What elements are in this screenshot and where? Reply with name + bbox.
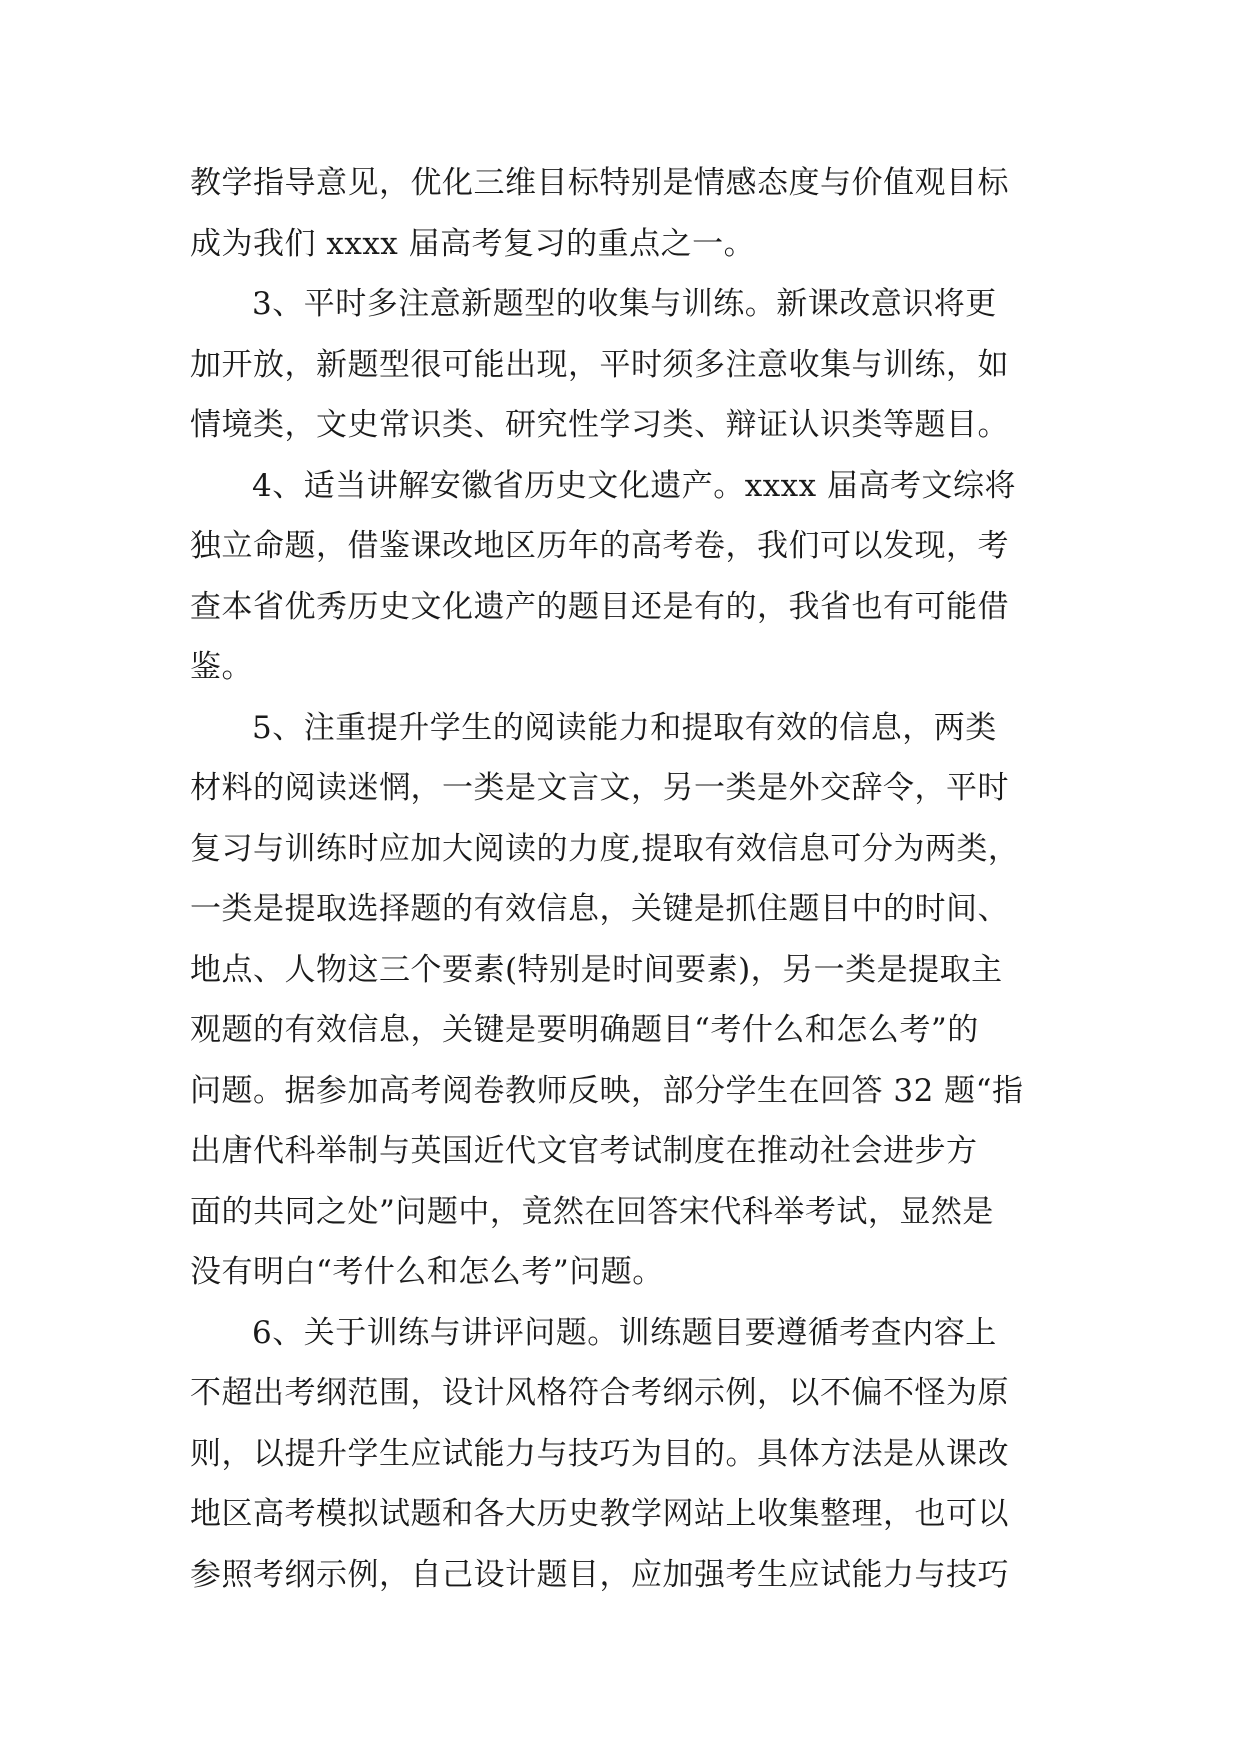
text-line: 参照考纲示例，自己设计题目，应加强考生应试能力与技巧 — [190, 1556, 1009, 1593]
text-line: 材料的阅读迷惘，一类是文言文，另一类是外交辞令，平时 — [190, 770, 1009, 806]
text-line: 查本省优秀历史文化遗产的题目还是有的，我省也有可能借 — [190, 588, 1009, 625]
text-line: 一类是提取选择题的有效信息，关键是抓住题目中的时间、 — [190, 891, 1009, 927]
text-line: 不超出考纲范围，设计风格符合考纲示例，以不偏不怪为原 — [190, 1375, 1009, 1411]
text-line: 没有明白“考什么和怎么考”问题。 — [190, 1254, 664, 1290]
text-line: 复习与训练时应加大阅读的力度,提取有效信息可分为两类， — [190, 830, 1020, 867]
text-line: 教学指导意见，优化三维目标特别是情感态度与价值观目标 — [190, 165, 1009, 201]
paragraph-first-line: 3、平时多注意新题型的收集与训练。新课改意识将更 — [252, 286, 997, 322]
text-line: 问题。据参加高考阅卷教师反映，部分学生在回答 32 题“指 — [190, 1072, 1024, 1109]
text-line: 地区高考模拟试题和各大历史教学网站上收集整理，也可以 — [190, 1496, 1009, 1532]
paragraph-first-line: 5、注重提升学生的阅读能力和提取有效的信息，两类 — [252, 709, 997, 746]
text-line: 面的共同之处”问题中，竟然在回答宋代科举考试，显然是 — [190, 1193, 994, 1230]
text-line: 成为我们 xxxx 届高考复习的重点之一。 — [190, 225, 756, 262]
text-line: 独立命题，借鉴课改地区历年的高考卷，我们可以发现，考 — [190, 528, 1009, 564]
paragraph-first-line: 6、关于训练与讲评问题。训练题目要遵循考查内容上 — [252, 1314, 997, 1351]
text-line: 则，以提升学生应试能力与技巧为目的。具体方法是从课改 — [190, 1435, 1009, 1472]
text-line: 鉴。 — [190, 649, 253, 685]
text-line: 出唐代科举制与英国近代文官考试制度在推动社会进步方 — [190, 1133, 978, 1169]
text-line: 地点、人物这三个要素(特别是时间要素)，另一类是提取主 — [190, 951, 1003, 988]
text-line: 情境类，文史常识类、研究性学习类、辩证认识类等题目。 — [190, 407, 1009, 443]
paragraph-first-line: 4、适当讲解安徽省历史文化遗产。xxxx 届高考文综将 — [252, 467, 1017, 504]
text-line: 加开放，新题型很可能出现，平时须多注意收集与训练，如 — [190, 346, 1009, 383]
text-line: 观题的有效信息，关键是要明确题目“考什么和怎么考”的 — [190, 1012, 979, 1048]
document-body — [190, 153, 1060, 1605]
